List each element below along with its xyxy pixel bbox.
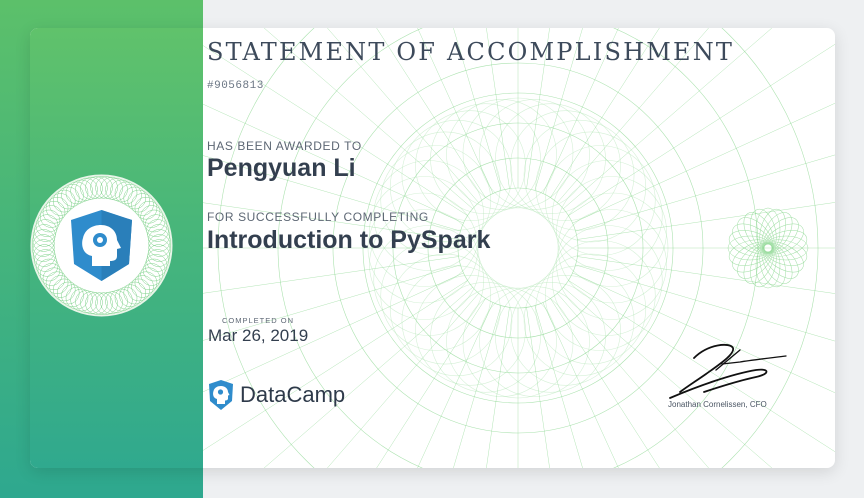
- completing-label: FOR SUCCESSFULLY COMPLETING: [207, 210, 429, 224]
- course-name: Introduction to PySpark: [207, 226, 491, 254]
- badge-seal: [30, 174, 173, 317]
- datacamp-head-icon: [208, 379, 234, 411]
- certificate-id: #9056813: [207, 80, 264, 92]
- completed-date: Mar 26, 2019: [208, 326, 309, 345]
- certificate-title: STATEMENT OF ACCOMPLISHMENT: [207, 38, 735, 66]
- completed-on-label: COMPLETED ON: [222, 316, 295, 325]
- datacamp-logo: [208, 378, 345, 412]
- brand-name: DataCamp: [240, 382, 346, 407]
- awarded-label: HAS BEEN AWARDED TO: [207, 139, 362, 153]
- recipient-name: Pengyuan Li: [207, 154, 356, 182]
- signature-mark: [658, 340, 788, 400]
- signer-name: Jonathan Cornelissen, CFO: [668, 400, 767, 409]
